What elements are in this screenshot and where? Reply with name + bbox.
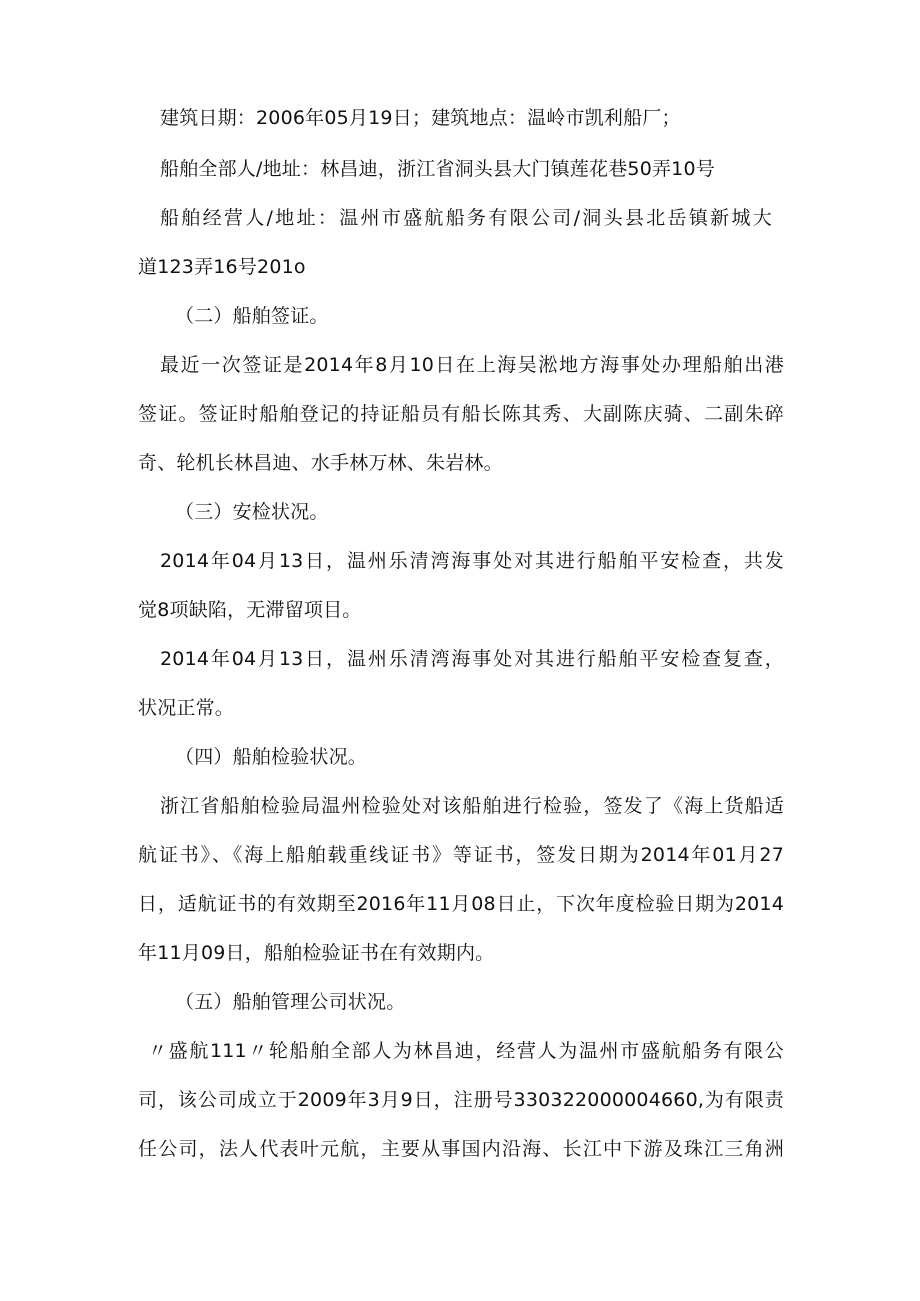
section-heading-management: （五）船舶管理公司状况。	[175, 991, 406, 1013]
section-heading-survey: （四）船舶检验状况。	[175, 746, 368, 768]
visa-paragraph-line-2: 签证。签证时船舶登记的持证船员有船长陈其秀、大副陈庆骑、二副朱碎	[138, 403, 784, 425]
survey-paragraph-line-4: 年11月09日，船舶检验证书在有效期内。	[138, 942, 495, 964]
operator-address-line-1: 船舶经营人/地址：温州市盛航船务有限公司/洞头县北岳镇新城大	[160, 207, 772, 229]
inspection-paragraph-line-2: 觉8项缺陷，无滞留项目。	[138, 599, 362, 621]
reinspection-paragraph-line-2: 状况正常。	[138, 697, 235, 719]
visa-paragraph-line-1: 最近一次签证是2014年8月10日在上海吴淞地方海事处办理船舶出港	[160, 354, 784, 376]
survey-paragraph-line-3: 日，适航证书的有效期至2016年11月08日止，下次年度检验日期为2014	[138, 893, 784, 915]
management-paragraph-line-2: 司，该公司成立于2009年3月9日，注册号330322000004660,为有限责	[138, 1089, 784, 1111]
visa-paragraph-line-3: 奇、轮机长林昌迪、水手林万林、朱岩林。	[138, 452, 503, 474]
build-info-line: 建筑日期：2006年05月19日；建筑地点：温岭市凯利船厂；	[160, 107, 681, 129]
reinspection-paragraph-line-1: 2014年04月13日，温州乐清湾海事处对其进行船舶平安检查复查，	[160, 648, 784, 670]
management-paragraph-line-3: 任公司，法人代表叶元航，主要从事国内沿海、长江中下游及珠江三角洲	[138, 1138, 784, 1160]
operator-address-line-2: 道123弄16号201o	[138, 256, 306, 278]
owner-address-line: 船舶全部人/地址：林昌迪，浙江省洞头县大门镇莲花巷50弄10号	[160, 158, 715, 180]
survey-paragraph-line-1: 浙江省船舶检验局温州检验处对该船舶进行检验，签发了《海上货船适	[160, 795, 784, 817]
inspection-paragraph-line-1: 2014年04月13日，温州乐清湾海事处对其进行船舶平安检查，共发	[160, 550, 784, 572]
section-heading-visa: （二）船舶签证。	[175, 305, 329, 327]
survey-paragraph-line-2: 航证书》、《海上船舶载重线证书》等证书，签发日期为2014年01月27	[138, 844, 784, 866]
section-heading-inspection: （三）安检状况。	[175, 501, 329, 523]
management-paragraph-line-1: 〃盛航111〃轮船舶全部人为林昌迪，经营人为温州市盛航船务有限公	[148, 1040, 784, 1062]
